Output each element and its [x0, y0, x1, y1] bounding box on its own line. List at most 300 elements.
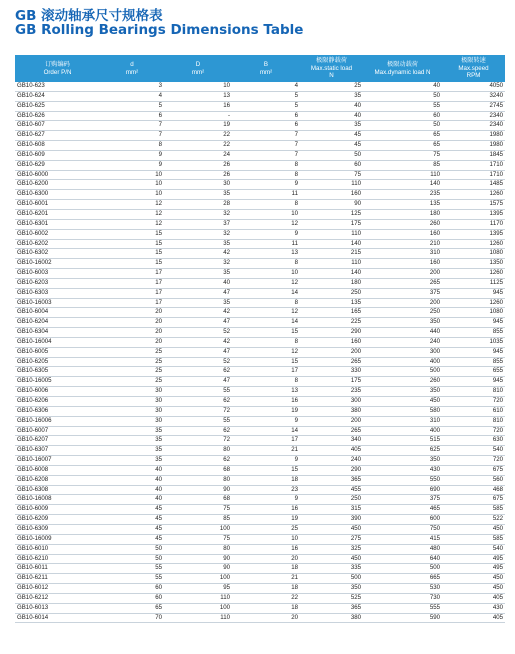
cell-max-static-load: 450 [300, 524, 363, 534]
cell-outer-diameter-D: 32 [164, 229, 232, 239]
cell-width-B: 14 [232, 426, 300, 436]
table-row [15, 406, 505, 416]
cell-inner-diameter-d: 15 [100, 239, 164, 249]
cell-outer-diameter-D: 100 [164, 574, 232, 584]
column-header-line: N [329, 72, 334, 80]
cell-inner-diameter-d: 65 [100, 603, 164, 613]
cell-outer-diameter-D: 110 [164, 613, 232, 623]
cell-order-pn: GB10-6009 [15, 505, 100, 515]
cell-inner-diameter-d: 40 [100, 475, 164, 485]
table-row [15, 259, 505, 269]
column-header-line: 极限转速 [461, 57, 486, 65]
cell-outer-diameter-D: 35 [164, 269, 232, 279]
table-row [15, 337, 505, 347]
cell-max-dynamic-load: 310 [363, 249, 442, 259]
cell-order-pn: GB10-6003 [15, 269, 100, 279]
cell-order-pn: GB10-6201 [15, 209, 100, 219]
table-row [15, 328, 505, 338]
cell-max-speed: 405 [442, 613, 505, 623]
cell-width-B: 22 [232, 593, 300, 603]
cell-max-dynamic-load: 750 [363, 524, 442, 534]
cell-max-speed: 855 [442, 328, 505, 338]
table-row [15, 515, 505, 525]
cell-max-dynamic-load: 430 [363, 465, 442, 475]
cell-width-B: 8 [232, 337, 300, 347]
cell-width-B: 18 [232, 564, 300, 574]
cell-outer-diameter-D: 90 [164, 564, 232, 574]
cell-outer-diameter-D: 75 [164, 505, 232, 515]
cell-max-static-load: 110 [300, 229, 363, 239]
cell-width-B: 12 [232, 308, 300, 318]
cell-max-static-load: 35 [300, 91, 363, 101]
table-row [15, 269, 505, 279]
cell-max-dynamic-load: 240 [363, 337, 442, 347]
cell-inner-diameter-d: 7 [100, 121, 164, 131]
cell-order-pn: GB10-6307 [15, 446, 100, 456]
cell-outer-diameter-D: 13 [164, 91, 232, 101]
cell-max-dynamic-load: 480 [363, 544, 442, 554]
cell-max-dynamic-load: 375 [363, 288, 442, 298]
cell-max-speed: 1710 [442, 160, 505, 170]
cell-outer-diameter-D: 47 [164, 347, 232, 357]
cell-max-static-load: 340 [300, 436, 363, 446]
cell-inner-diameter-d: 35 [100, 426, 164, 436]
cell-order-pn: GB10-6212 [15, 593, 100, 603]
column-header-line: RPM [466, 72, 481, 80]
table-row [15, 436, 505, 446]
column-header-line: 订购编码 [45, 60, 70, 68]
table-row [15, 170, 505, 180]
column-header-line: Max.speed [458, 64, 489, 72]
cell-max-static-load: 50 [300, 150, 363, 160]
cell-inner-diameter-d: 17 [100, 298, 164, 308]
cell-inner-diameter-d: 30 [100, 387, 164, 397]
cell-order-pn: GB10-6302 [15, 249, 100, 259]
cell-max-speed: 945 [442, 377, 505, 387]
cell-outer-diameter-D: 35 [164, 190, 232, 200]
cell-max-static-load: 45 [300, 131, 363, 141]
cell-width-B: 16 [232, 505, 300, 515]
cell-order-pn: GB10-16004 [15, 337, 100, 347]
cell-order-pn: GB10-6309 [15, 524, 100, 534]
table-row [15, 416, 505, 426]
cell-max-dynamic-load: 65 [363, 131, 442, 141]
cell-width-B: 16 [232, 544, 300, 554]
cell-outer-diameter-D: 32 [164, 259, 232, 269]
cell-max-speed: 1710 [442, 170, 505, 180]
cell-inner-diameter-d: 25 [100, 357, 164, 367]
table-row [15, 505, 505, 515]
cell-max-speed: 1350 [442, 259, 505, 269]
cell-max-dynamic-load: 730 [363, 593, 442, 603]
table-row [15, 564, 505, 574]
cell-width-B: 12 [232, 278, 300, 288]
cell-max-speed: 450 [442, 574, 505, 584]
column-header-max-static-load [300, 55, 363, 82]
cell-inner-diameter-d: 20 [100, 328, 164, 338]
cell-max-speed: 1260 [442, 269, 505, 279]
cell-max-static-load: 500 [300, 574, 363, 584]
cell-order-pn: GB10-6007 [15, 426, 100, 436]
table-row [15, 485, 505, 495]
cell-order-pn: GB10-16006 [15, 416, 100, 426]
cell-inner-diameter-d: 25 [100, 377, 164, 387]
cell-max-speed: 2340 [442, 121, 505, 131]
table-row [15, 121, 505, 131]
cell-max-static-load: 290 [300, 465, 363, 475]
table-row [15, 298, 505, 308]
cell-max-speed: 1260 [442, 239, 505, 249]
column-header-width-B [232, 55, 300, 82]
cell-order-pn: GB10-6203 [15, 278, 100, 288]
cell-order-pn: GB10-6002 [15, 229, 100, 239]
cell-width-B: 18 [232, 603, 300, 613]
cell-outer-diameter-D: 42 [164, 249, 232, 259]
cell-max-static-load: 160 [300, 337, 363, 347]
cell-max-dynamic-load: 415 [363, 534, 442, 544]
cell-inner-diameter-d: 55 [100, 564, 164, 574]
cell-width-B: 15 [232, 357, 300, 367]
cell-max-dynamic-load: 160 [363, 229, 442, 239]
cell-width-B: 10 [232, 269, 300, 279]
cell-inner-diameter-d: 5 [100, 101, 164, 111]
cell-outer-diameter-D: 26 [164, 170, 232, 180]
cell-outer-diameter-D: 68 [164, 465, 232, 475]
column-header-line: mm² [259, 68, 273, 76]
cell-max-static-load: 450 [300, 554, 363, 564]
cell-width-B: 8 [232, 298, 300, 308]
cell-inner-diameter-d: 30 [100, 397, 164, 407]
cell-max-dynamic-load: 690 [363, 485, 442, 495]
column-header-max-dynamic-load [363, 55, 442, 82]
cell-outer-diameter-D: 68 [164, 495, 232, 505]
cell-max-dynamic-load: 140 [363, 180, 442, 190]
table-row [15, 584, 505, 594]
cell-order-pn: GB10-6011 [15, 564, 100, 574]
cell-inner-diameter-d: 15 [100, 249, 164, 259]
cell-outer-diameter-D: 110 [164, 593, 232, 603]
table-row [15, 603, 505, 613]
cell-width-B: 20 [232, 554, 300, 564]
cell-width-B: 23 [232, 485, 300, 495]
cell-outer-diameter-D: 16 [164, 101, 232, 111]
cell-width-B: 15 [232, 328, 300, 338]
cell-order-pn: GB10-627 [15, 131, 100, 141]
cell-inner-diameter-d: 4 [100, 91, 164, 101]
table-row [15, 239, 505, 249]
cell-max-speed: 1260 [442, 298, 505, 308]
table-row [15, 318, 505, 328]
cell-max-speed: 945 [442, 347, 505, 357]
cell-inner-diameter-d: 12 [100, 219, 164, 229]
cell-width-B: 5 [232, 101, 300, 111]
cell-width-B: 6 [232, 111, 300, 121]
cell-width-B: 8 [232, 160, 300, 170]
cell-outer-diameter-D: 28 [164, 200, 232, 210]
cell-max-static-load: 390 [300, 515, 363, 525]
cell-outer-diameter-D: 95 [164, 584, 232, 594]
cell-max-speed: 945 [442, 318, 505, 328]
cell-width-B: 8 [232, 377, 300, 387]
cell-outer-diameter-D: 80 [164, 475, 232, 485]
cell-max-speed: 1125 [442, 278, 505, 288]
cell-width-B: 13 [232, 387, 300, 397]
cell-max-speed: 945 [442, 288, 505, 298]
cell-inner-diameter-d: 50 [100, 544, 164, 554]
cell-width-B: 7 [232, 141, 300, 151]
cell-max-speed: 495 [442, 554, 505, 564]
table-row [15, 544, 505, 554]
cell-order-pn: GB10-609 [15, 150, 100, 160]
cell-width-B: 9 [232, 495, 300, 505]
cell-max-speed: 2745 [442, 101, 505, 111]
table-row [15, 308, 505, 318]
cell-max-static-load: 45 [300, 141, 363, 151]
cell-max-speed: 720 [442, 397, 505, 407]
table-row [15, 190, 505, 200]
table-row [15, 180, 505, 190]
cell-max-speed: 4050 [442, 82, 505, 91]
cell-inner-diameter-d: 40 [100, 485, 164, 495]
cell-inner-diameter-d: 60 [100, 593, 164, 603]
cell-width-B: 18 [232, 584, 300, 594]
cell-order-pn: GB10-6210 [15, 554, 100, 564]
cell-max-dynamic-load: 235 [363, 190, 442, 200]
cell-order-pn: GB10-6300 [15, 190, 100, 200]
cell-inner-diameter-d: 40 [100, 495, 164, 505]
cell-width-B: 12 [232, 347, 300, 357]
cell-max-dynamic-load: 350 [363, 456, 442, 466]
cell-inner-diameter-d: 35 [100, 446, 164, 456]
cell-order-pn: GB10-16002 [15, 259, 100, 269]
cell-max-speed: 450 [442, 524, 505, 534]
cell-inner-diameter-d: 45 [100, 524, 164, 534]
table-row [15, 229, 505, 239]
table-row [15, 397, 505, 407]
cell-outer-diameter-D: 26 [164, 160, 232, 170]
cell-order-pn: GB10-6014 [15, 613, 100, 623]
cell-outer-diameter-D: 55 [164, 387, 232, 397]
cell-max-dynamic-load: 200 [363, 269, 442, 279]
cell-order-pn: GB10-624 [15, 91, 100, 101]
cell-inner-diameter-d: 70 [100, 613, 164, 623]
cell-max-speed: 1980 [442, 141, 505, 151]
column-header-max-speed [442, 55, 505, 82]
cell-max-speed: 1980 [442, 131, 505, 141]
cell-max-static-load: 250 [300, 495, 363, 505]
cell-max-speed: 1485 [442, 180, 505, 190]
cell-max-static-load: 380 [300, 406, 363, 416]
cell-inner-diameter-d: 35 [100, 436, 164, 446]
cell-outer-diameter-D: 100 [164, 603, 232, 613]
table-row [15, 554, 505, 564]
cell-max-speed: 720 [442, 456, 505, 466]
cell-max-speed: 2340 [442, 111, 505, 121]
table-row [15, 593, 505, 603]
dimensions-table [15, 55, 505, 623]
cell-max-speed: 1080 [442, 308, 505, 318]
column-header-outer-diameter-D [164, 55, 232, 82]
cell-outer-diameter-D: 42 [164, 308, 232, 318]
cell-order-pn: GB10-16005 [15, 377, 100, 387]
cell-max-speed: 450 [442, 584, 505, 594]
table-row [15, 249, 505, 259]
cell-width-B: 8 [232, 170, 300, 180]
cell-outer-diameter-D: 35 [164, 239, 232, 249]
cell-width-B: 4 [232, 82, 300, 91]
cell-max-static-load: 200 [300, 347, 363, 357]
cell-max-speed: 1395 [442, 229, 505, 239]
cell-max-dynamic-load: 665 [363, 574, 442, 584]
cell-max-dynamic-load: 50 [363, 91, 442, 101]
cell-width-B: 8 [232, 259, 300, 269]
cell-order-pn: GB10-6005 [15, 347, 100, 357]
cell-max-static-load: 175 [300, 219, 363, 229]
cell-max-dynamic-load: 400 [363, 426, 442, 436]
cell-inner-diameter-d: 12 [100, 209, 164, 219]
cell-max-static-load: 40 [300, 101, 363, 111]
cell-max-static-load: 110 [300, 180, 363, 190]
cell-inner-diameter-d: 50 [100, 554, 164, 564]
cell-max-static-load: 315 [300, 505, 363, 515]
cell-inner-diameter-d: 12 [100, 200, 164, 210]
cell-order-pn: GB10-626 [15, 111, 100, 121]
table-row [15, 200, 505, 210]
cell-outer-diameter-D: 62 [164, 367, 232, 377]
cell-outer-diameter-D: 40 [164, 278, 232, 288]
table-row [15, 465, 505, 475]
cell-max-speed: 1845 [442, 150, 505, 160]
cell-width-B: 5 [232, 91, 300, 101]
cell-outer-diameter-D: 90 [164, 485, 232, 495]
cell-max-static-load: 140 [300, 239, 363, 249]
cell-outer-diameter-D: 32 [164, 209, 232, 219]
column-header-line: Max.static load [310, 64, 353, 72]
cell-width-B: 18 [232, 475, 300, 485]
cell-order-pn: GB10-6012 [15, 584, 100, 594]
cell-max-dynamic-load: 75 [363, 150, 442, 160]
cell-max-dynamic-load: 40 [363, 82, 442, 91]
cell-order-pn: GB10-629 [15, 160, 100, 170]
column-header-inner-diameter-d [100, 55, 164, 82]
cell-max-dynamic-load: 555 [363, 603, 442, 613]
table-row [15, 209, 505, 219]
cell-max-static-load: 525 [300, 593, 363, 603]
cell-width-B: 19 [232, 406, 300, 416]
cell-max-static-load: 240 [300, 456, 363, 466]
cell-order-pn: GB10-16008 [15, 495, 100, 505]
cell-outer-diameter-D: 24 [164, 150, 232, 160]
cell-order-pn: GB10-6006 [15, 387, 100, 397]
cell-max-speed: 1260 [442, 190, 505, 200]
cell-outer-diameter-D: 22 [164, 141, 232, 151]
cell-max-dynamic-load: 625 [363, 446, 442, 456]
cell-inner-diameter-d: 17 [100, 288, 164, 298]
cell-max-speed: 1170 [442, 219, 505, 229]
cell-order-pn: GB10-6010 [15, 544, 100, 554]
cell-inner-diameter-d: 9 [100, 150, 164, 160]
cell-max-speed: 675 [442, 465, 505, 475]
table-body [15, 82, 505, 623]
cell-order-pn: GB10-6208 [15, 475, 100, 485]
cell-outer-diameter-D: 52 [164, 328, 232, 338]
column-header-line: B [263, 60, 269, 68]
header-row [15, 55, 505, 82]
cell-max-speed: 675 [442, 495, 505, 505]
cell-max-static-load: 275 [300, 534, 363, 544]
cell-max-static-load: 235 [300, 387, 363, 397]
table-row [15, 456, 505, 466]
cell-order-pn: GB10-6000 [15, 170, 100, 180]
cell-max-dynamic-load: 85 [363, 160, 442, 170]
cell-max-speed: 585 [442, 534, 505, 544]
cell-order-pn: GB10-16007 [15, 456, 100, 466]
cell-outer-diameter-D: 80 [164, 544, 232, 554]
cell-max-dynamic-load: 350 [363, 387, 442, 397]
table-row [15, 111, 505, 121]
cell-max-dynamic-load: 265 [363, 278, 442, 288]
column-header-line: d [130, 60, 134, 68]
page-title-cn: GB 滚动轴承尺寸规格表 [15, 8, 163, 24]
cell-max-dynamic-load: 465 [363, 505, 442, 515]
cell-order-pn: GB10-608 [15, 141, 100, 151]
cell-width-B: 10 [232, 209, 300, 219]
cell-width-B: 12 [232, 219, 300, 229]
cell-max-static-load: 40 [300, 111, 363, 121]
cell-max-static-load: 365 [300, 603, 363, 613]
cell-width-B: 7 [232, 150, 300, 160]
cell-max-static-load: 225 [300, 318, 363, 328]
cell-outer-diameter-D: 72 [164, 406, 232, 416]
cell-width-B: 19 [232, 515, 300, 525]
column-header-line: Max.dynamic load N [374, 68, 431, 76]
cell-max-speed: 1395 [442, 209, 505, 219]
cell-max-static-load: 125 [300, 209, 363, 219]
cell-max-dynamic-load: 440 [363, 328, 442, 338]
cell-max-static-load: 180 [300, 278, 363, 288]
cell-width-B: 20 [232, 613, 300, 623]
table-row [15, 347, 505, 357]
cell-order-pn: GB10-6207 [15, 436, 100, 446]
cell-inner-diameter-d: 15 [100, 229, 164, 239]
cell-outer-diameter-D: 30 [164, 180, 232, 190]
cell-max-speed: 540 [442, 446, 505, 456]
cell-max-dynamic-load: 600 [363, 515, 442, 525]
cell-max-static-load: 350 [300, 584, 363, 594]
cell-inner-diameter-d: 20 [100, 318, 164, 328]
table-row [15, 141, 505, 151]
cell-order-pn: GB10-16009 [15, 534, 100, 544]
table-header [15, 55, 505, 82]
cell-max-speed: 630 [442, 436, 505, 446]
cell-max-speed: 810 [442, 387, 505, 397]
cell-outer-diameter-D: 62 [164, 397, 232, 407]
cell-max-speed: 3240 [442, 91, 505, 101]
column-header-line: D [195, 60, 201, 68]
cell-max-static-load: 140 [300, 269, 363, 279]
cell-inner-diameter-d: 30 [100, 406, 164, 416]
cell-max-speed: 1575 [442, 200, 505, 210]
cell-order-pn: GB10-607 [15, 121, 100, 131]
cell-inner-diameter-d: 6 [100, 111, 164, 121]
cell-width-B: 13 [232, 249, 300, 259]
cell-outer-diameter-D: 62 [164, 426, 232, 436]
cell-outer-diameter-D: 80 [164, 446, 232, 456]
cell-inner-diameter-d: 10 [100, 190, 164, 200]
cell-order-pn: GB10-6004 [15, 308, 100, 318]
cell-order-pn: GB10-6204 [15, 318, 100, 328]
cell-outer-diameter-D: 75 [164, 534, 232, 544]
